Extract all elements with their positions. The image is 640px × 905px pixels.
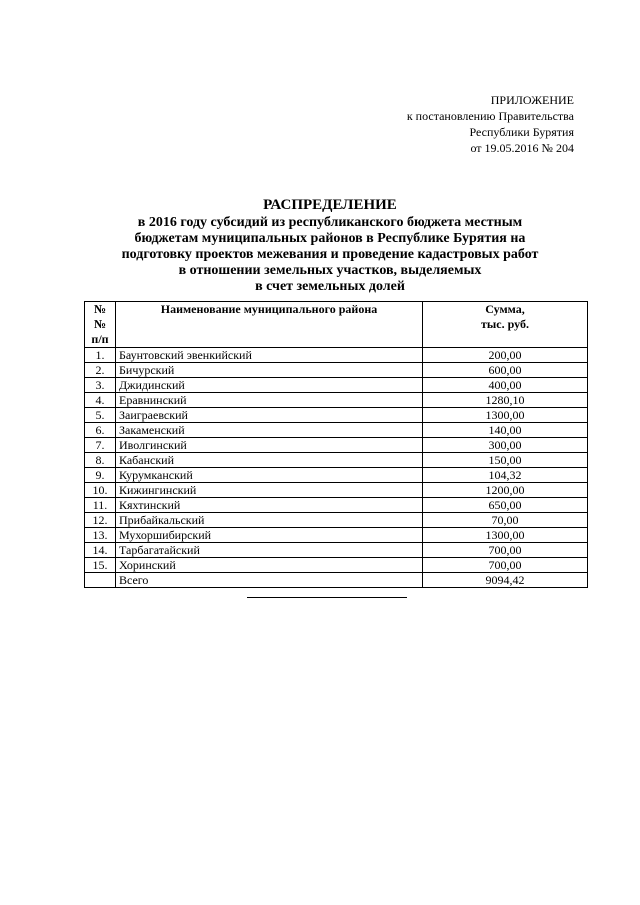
table-row xyxy=(85,528,588,543)
row-num: 14. xyxy=(85,543,116,558)
title-line-2: бюджетам муниципальных районов в Республике Бурятия на xyxy=(134,231,526,246)
row-name: Заиграевский xyxy=(116,408,423,423)
table-body xyxy=(85,348,588,588)
title-line-1: в 2016 году субсидий из республиканского бюджета местным xyxy=(137,215,523,230)
row-name: Мухоршибирский xyxy=(116,528,423,543)
table-row xyxy=(85,393,588,408)
row-sum: 1280,10 xyxy=(423,393,588,408)
row-name: Закаменский xyxy=(116,423,423,438)
row-num: 12. xyxy=(85,513,116,528)
distribution-table xyxy=(84,301,588,588)
table-row xyxy=(85,363,588,378)
row-num: 15. xyxy=(85,558,116,573)
row-num: 8. xyxy=(85,453,116,468)
row-sum: 300,00 xyxy=(423,438,588,453)
table-row xyxy=(85,558,588,573)
row-name: Баунтовский эвенкийский xyxy=(116,348,423,363)
closing-divider xyxy=(247,597,407,598)
row-sum: 650,00 xyxy=(423,498,588,513)
header-sum-line-2: тыс. руб. xyxy=(481,317,529,331)
row-sum: 700,00 xyxy=(423,558,588,573)
row-num: 4. xyxy=(85,393,116,408)
title-line-3: подготовку проектов межевания и проведение кадастровых работ xyxy=(121,247,539,262)
table-total-row xyxy=(85,573,588,588)
table-row xyxy=(85,348,588,363)
row-num: 10. xyxy=(85,483,116,498)
table-header-row xyxy=(85,302,588,348)
table-row xyxy=(85,453,588,468)
table-row xyxy=(85,378,588,393)
appendix-block xyxy=(407,92,574,156)
row-name: Бичурский xyxy=(116,363,423,378)
row-num: 13. xyxy=(85,528,116,543)
row-num: 7. xyxy=(85,438,116,453)
row-num: 11. xyxy=(85,498,116,513)
header-sum xyxy=(423,302,588,348)
table-row xyxy=(85,438,588,453)
header-num xyxy=(85,302,116,348)
title-main: РАСПРЕДЕЛЕНИЕ xyxy=(263,197,397,213)
table-row xyxy=(85,513,588,528)
header-num-line-1: №№ xyxy=(93,302,107,331)
row-num: 5. xyxy=(85,408,116,423)
row-sum: 700,00 xyxy=(423,543,588,558)
row-name: Кяхтинский xyxy=(116,498,423,513)
header-sum-line-1: Сумма, xyxy=(485,302,525,316)
total-sum: 9094,42 xyxy=(423,573,588,588)
table-row xyxy=(85,468,588,483)
table-row xyxy=(85,483,588,498)
row-sum: 1300,00 xyxy=(423,528,588,543)
appendix-line-4: от 19.05.2016 № 204 xyxy=(470,141,574,155)
row-name: Иволгинский xyxy=(116,438,423,453)
row-num: 9. xyxy=(85,468,116,483)
row-sum: 150,00 xyxy=(423,453,588,468)
header-num-line-2: п/п xyxy=(91,332,109,346)
row-name: Прибайкальский xyxy=(116,513,423,528)
total-num-empty xyxy=(85,573,116,588)
row-num: 6. xyxy=(85,423,116,438)
table-row xyxy=(85,423,588,438)
row-sum: 1200,00 xyxy=(423,483,588,498)
title-line-5: в счет земельных долей xyxy=(255,279,405,294)
row-name: Курумканский xyxy=(116,468,423,483)
header-name: Наименование муниципального района xyxy=(116,302,423,348)
row-name: Кабанский xyxy=(116,453,423,468)
appendix-line-3: Республики Бурятия xyxy=(469,125,574,139)
total-label: Всего xyxy=(116,573,423,588)
document-title xyxy=(80,197,580,295)
row-num: 1. xyxy=(85,348,116,363)
row-sum: 400,00 xyxy=(423,378,588,393)
table-row xyxy=(85,408,588,423)
row-sum: 600,00 xyxy=(423,363,588,378)
row-num: 3. xyxy=(85,378,116,393)
row-name: Еравнинский xyxy=(116,393,423,408)
row-name: Хоринский xyxy=(116,558,423,573)
title-line-4: в отношении земельных участков, выделяемых xyxy=(178,263,482,278)
appendix-line-2: к постановлению Правительства xyxy=(406,109,574,123)
row-name: Тарбагатайский xyxy=(116,543,423,558)
row-sum: 104,32 xyxy=(423,468,588,483)
appendix-line-1: ПРИЛОЖЕНИЕ xyxy=(490,93,574,107)
row-sum: 1300,00 xyxy=(423,408,588,423)
row-name: Кижингинский xyxy=(116,483,423,498)
row-sum: 140,00 xyxy=(423,423,588,438)
row-num: 2. xyxy=(85,363,116,378)
row-name: Джидинский xyxy=(116,378,423,393)
table-row xyxy=(85,498,588,513)
table-row xyxy=(85,543,588,558)
row-sum: 70,00 xyxy=(423,513,588,528)
row-sum: 200,00 xyxy=(423,348,588,363)
